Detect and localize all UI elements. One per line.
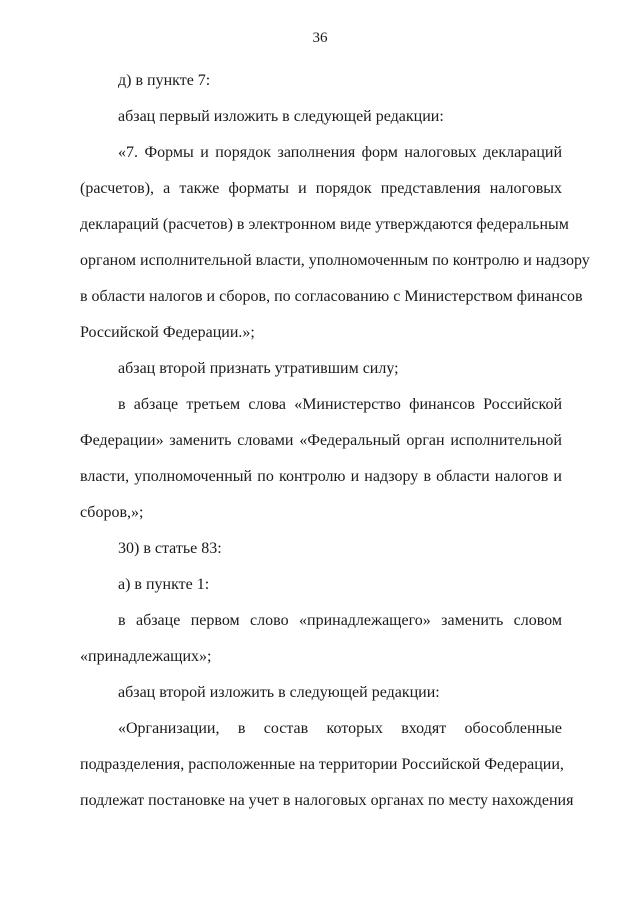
text-line: подлежат постановке на учет в налоговых органах по месту нахождения bbox=[80, 792, 574, 809]
text-line: деклараций (расчетов) в электронном виде утверждаются федеральным bbox=[80, 216, 569, 233]
paragraph-replace-words bbox=[80, 387, 562, 531]
text-line: Российской Федерации.»; bbox=[80, 324, 255, 341]
paragraph-article-83: 30) в статье 83: bbox=[118, 540, 222, 557]
quoted-paragraph-organizations bbox=[80, 711, 574, 819]
text-line: «принадлежащих»; bbox=[80, 648, 212, 665]
text-line: в абзаце третьем слова «Министерство финансов Российской bbox=[118, 396, 562, 413]
text-line: (расчетов), а также форматы и порядок представления налоговых bbox=[80, 180, 562, 197]
paragraph-item-a: а) в пункте 1: bbox=[118, 576, 210, 593]
text-line: в абзаце первом слово «принадлежащего» заменить словом bbox=[118, 612, 562, 629]
text-line: Федерации» заменить словами «Федеральный орган исполнительной bbox=[80, 432, 562, 449]
text-line: «7. Формы и порядок заполнения форм налоговых деклараций bbox=[118, 144, 562, 161]
document-body bbox=[80, 63, 590, 819]
text-line: подразделения, расположенные на территории Российской Федерации, bbox=[80, 756, 564, 773]
text-line: в области налогов и сборов, по согласованию с Министерством финансов bbox=[80, 288, 583, 305]
paragraph-item-d: д) в пункте 7: bbox=[118, 72, 211, 89]
paragraph-instruction: абзац первый изложить в следующей редакции: bbox=[118, 108, 444, 125]
text-line: власти, уполномоченный по контролю и надзору в области налогов и bbox=[80, 468, 562, 485]
text-line: «Организации, в состав которых входят обособленные bbox=[118, 720, 562, 737]
paragraph-replace-word bbox=[80, 603, 562, 675]
text-line: сборов,»; bbox=[80, 504, 144, 521]
paragraph-instruction-2: абзац второй изложить в следующей редакции: bbox=[118, 684, 440, 701]
text-line: органом исполнительной власти, уполномоченным по контролю и надзору bbox=[80, 252, 590, 269]
quoted-paragraph-7 bbox=[80, 135, 590, 351]
paragraph-repeal: абзац второй признать утратившим силу; bbox=[118, 360, 399, 377]
page-number: 36 bbox=[312, 30, 328, 46]
